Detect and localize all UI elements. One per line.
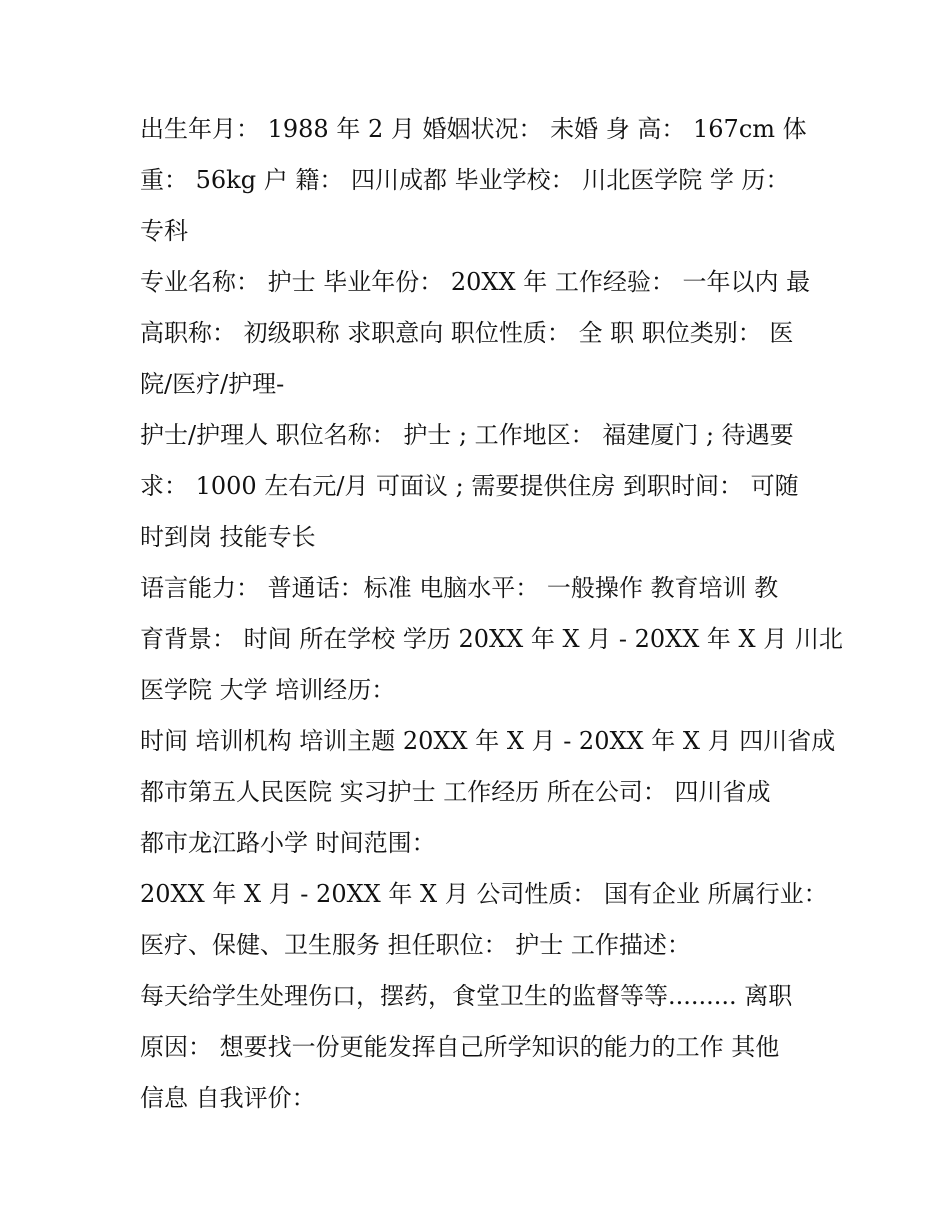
text-line-10: 语言能力： 普通话：标准 电脑水平： 一般操作 教育培训 教 bbox=[140, 574, 779, 602]
text-line-4: 专业名称： 护士 毕业年份： 20XX 年 工作经验： 一年以内 最 bbox=[140, 268, 811, 296]
text-line-18: 每天给学生处理伤口，摆药，食堂卫生的监督等等......... 离职 bbox=[140, 982, 793, 1010]
text-line-11: 育背景： 时间 所在学校 学历 20XX 年 X 月 - 20XX 年 X 月 川北 bbox=[140, 625, 843, 653]
text-line-5: 高职称： 初级职称 求职意向 职位性质： 全 职 职位类别： 医 bbox=[140, 319, 794, 347]
text-line-16: 20XX 年 X 月 - 20XX 年 X 月 公司性质： 国有企业 所属行业： bbox=[140, 880, 828, 908]
text-line-3: 专科 bbox=[140, 217, 188, 245]
resume-text-block bbox=[140, 104, 843, 1124]
text-line-9: 时到岗 技能专长 bbox=[140, 523, 316, 551]
text-line-12: 医学院 大学 培训经历： bbox=[140, 676, 396, 704]
text-line-15: 都市龙江路小学 时间范围： bbox=[140, 829, 436, 857]
text-line-8: 求： 1000 左右元/月 可面议 ; 需要提供住房 到职时间： 可随 bbox=[140, 472, 799, 500]
text-line-6: 院/医疗/护理- bbox=[140, 370, 285, 398]
text-line-7: 护士/护理人 职位名称： 护士 ; 工作地区： 福建厦门 ; 待遇要 bbox=[140, 421, 794, 449]
text-line-2: 重： 56kg 户 籍： 四川成都 毕业学校： 川北医学院 学 历： bbox=[140, 166, 790, 194]
text-line-20: 信息 自我评价： bbox=[140, 1084, 316, 1112]
text-line-1: 出生年月： 1988 年 2 月 婚姻状况： 未婚 身 高： 167cm 体 bbox=[140, 115, 807, 143]
text-line-17: 医疗、保健、卫生服务 担任职位： 护士 工作描述： bbox=[140, 931, 691, 959]
text-line-14: 都市第五人民医院 实习护士 工作经历 所在公司： 四川省成 bbox=[140, 778, 771, 806]
text-line-13: 时间 培训机构 培训主题 20XX 年 X 月 - 20XX 年 X 月 四川省成 bbox=[140, 727, 836, 755]
text-line-19: 原因： 想要找一份更能发挥自己所学知识的能力的工作 其他 bbox=[140, 1033, 780, 1061]
